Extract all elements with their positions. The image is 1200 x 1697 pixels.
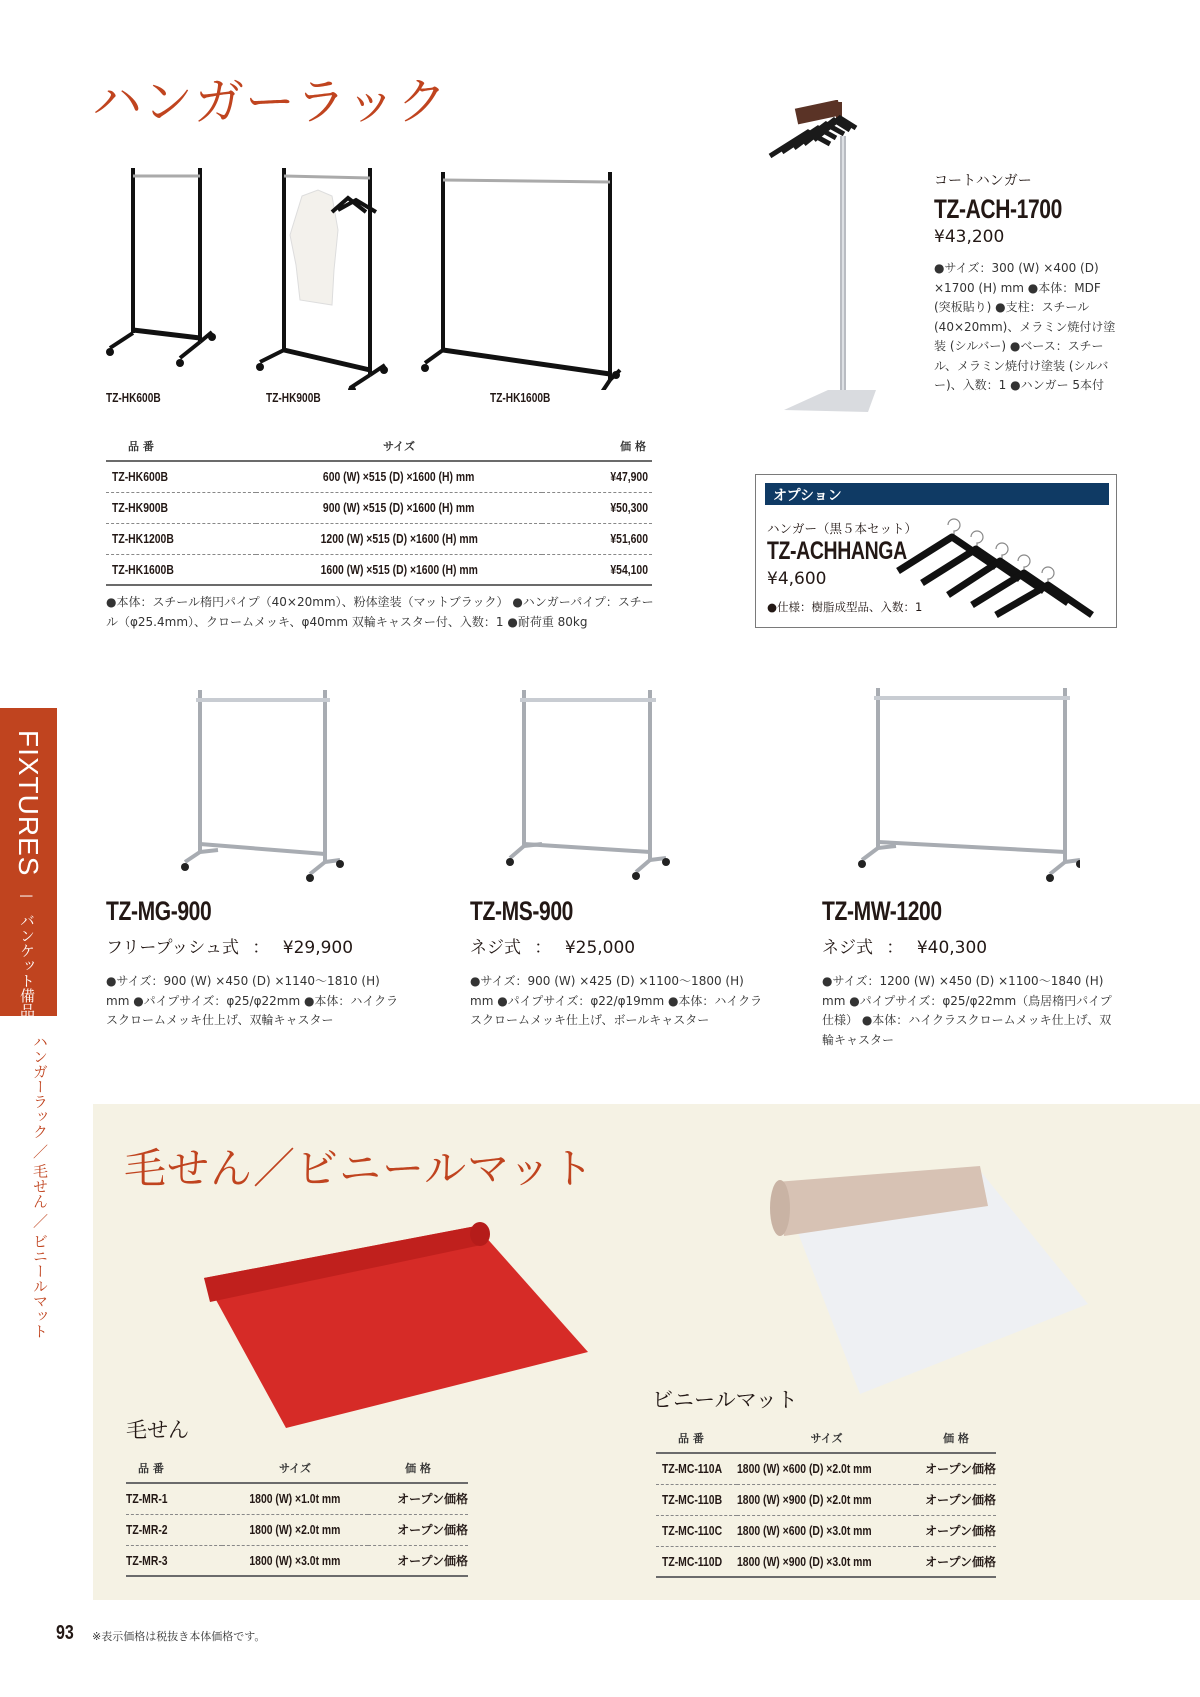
cell-price: オープン価格 [925, 1462, 996, 1477]
option-spec: ●仕様：樹脂成型品、入数：1 [767, 600, 923, 614]
cell-model: TZ-MR-3 [126, 1552, 168, 1568]
image-label-hk1600b: TZ-HK1600B [490, 390, 551, 405]
table-row [656, 1484, 996, 1515]
table-header-row [106, 434, 652, 461]
cell-price: ¥50,300 [610, 500, 648, 515]
cell-price: オープン価格 [397, 1523, 468, 1537]
product-model: TZ-MS-900 [470, 896, 573, 926]
image-label-hk900b: TZ-HK900B [266, 390, 321, 405]
col-header-model: 品 番 [126, 1456, 222, 1483]
coat-hanger-model: TZ-ACH-1700 [934, 194, 1062, 224]
product-type: ネジ式 [822, 938, 873, 958]
cell-model: TZ-HK1600B [112, 561, 174, 577]
rack-hk900b-image [256, 168, 388, 390]
col-header-price: 価 格 [542, 434, 652, 461]
product-description: ●サイズ：900 (W) ×425 (D) ×1100〜1800 (H) mm ●パイプサイズ：φ22/φ19mm ●本体：ハイクラスクロームメッキ仕上げ、ボールキャスター [470, 974, 763, 1027]
cell-size: 1200 (W) ×515 (D) ×1600 (H) mm [320, 531, 478, 546]
table-row [126, 1483, 468, 1514]
table-row [106, 492, 652, 523]
cell-price: オープン価格 [925, 1554, 996, 1569]
side-section-index: ハンガーラック ／ 毛せん ／ ビニールマット [31, 1034, 49, 1339]
cell-model: TZ-MC-110A [662, 1461, 723, 1477]
cell-model: TZ-HK1200B [112, 531, 174, 546]
carpet-title: 毛せん [126, 1418, 189, 1442]
col-header-size: サイズ [222, 1456, 368, 1483]
cell-model: TZ-HK600B [112, 469, 169, 485]
table-row [106, 523, 652, 554]
product-sep: ： [534, 938, 552, 958]
black-hangers-image [896, 511, 1106, 619]
cell-price: ¥54,100 [610, 561, 648, 577]
side-category-label: FIXTURES [13, 730, 44, 877]
rack-hk1600b-image [421, 172, 620, 390]
table-row [126, 1545, 468, 1576]
table-row [106, 461, 652, 492]
section-title-mats: 毛せん／ビニールマット [124, 1144, 595, 1193]
cell-size: 1800 (W) ×2.0t mm [249, 1522, 341, 1537]
section-title-hanger-rack: ハンガーラック [92, 73, 448, 131]
cell-size: 1800 (W) ×900 (D) ×2.0t mm [737, 1492, 872, 1507]
red-carpet-image [196, 1222, 596, 1432]
product-type: フリープッシュ式 [106, 938, 239, 958]
cell-price: オープン価格 [925, 1524, 996, 1538]
product-card-mg900 [106, 896, 446, 1031]
table-row [656, 1546, 996, 1577]
table-row [106, 554, 652, 585]
table-row [656, 1515, 996, 1546]
side-category-tab [0, 708, 57, 1016]
coat-hanger-price: ¥43,200 [934, 227, 1005, 247]
col-header-size: サイズ [737, 1426, 916, 1453]
cell-size: 1800 (W) ×900 (D) ×3.0t mm [737, 1553, 872, 1569]
cell-model: TZ-MC-110B [662, 1492, 723, 1507]
image-label-hk600b: TZ-HK600B [106, 390, 161, 405]
hanger-rack-note: ●本体：スチール楕円パイプ（40×20mm）、粉体塗装（マットブラック） ●ハンガーパイプ：スチール（φ25.4mm）、クロームメッキ、φ40mm 双輪キャスター付、入数：1 ●耐荷重 80kg [106, 595, 654, 629]
cell-model: TZ-HK900B [112, 500, 169, 515]
cell-model: TZ-MR-2 [126, 1522, 168, 1537]
carpet-spec-table [126, 1456, 468, 1577]
option-header: オプション [765, 483, 1109, 505]
coat-hanger-category: コートハンガー [934, 173, 1032, 189]
chrome-rack-images [180, 684, 1080, 884]
cell-size: 1800 (W) ×1.0t mm [249, 1491, 341, 1507]
product-sep: ： [886, 938, 904, 958]
rack-mw1200-image [862, 688, 1080, 874]
coat-hanger-description: ●サイズ：300 (W) ×400 (D) ×1700 (H) mm ●本体：MDF (突板貼り) ●支柱：スチール (40×20mm)、メラミン焼付け塗装 (シルバー) ●ベース：スチール、メラミン焼付け塗装 (シルバー)、入数：1 ●ハンガー 5本付 [934, 261, 1116, 392]
option-model: TZ-ACHHANGA [767, 537, 907, 565]
product-sep: ： [252, 938, 270, 958]
vinyl-mat-image [770, 1166, 1090, 1406]
cell-size: 1600 (W) ×515 (D) ×1600 (H) mm [320, 561, 478, 577]
coat-hanger-image [768, 100, 938, 430]
col-header-price: 価 格 [916, 1426, 996, 1453]
rack-hk600b-image [106, 168, 216, 367]
cell-size: 1800 (W) ×3.0t mm [249, 1552, 341, 1568]
side-separator: | [20, 894, 34, 899]
product-model: TZ-MG-900 [106, 896, 212, 926]
cell-price: オープン価格 [397, 1553, 468, 1568]
cell-size: 600 (W) ×515 (D) ×1600 (H) mm [323, 469, 475, 485]
product-card-mw1200 [822, 896, 1132, 1050]
cell-size: 1800 (W) ×600 (D) ×3.0t mm [737, 1523, 872, 1538]
rack-mg900-image [185, 690, 340, 874]
product-card-ms900 [470, 896, 790, 1031]
product-price: ¥40,300 [916, 938, 988, 958]
cell-price: ¥47,900 [610, 469, 648, 485]
product-description: ●サイズ：1200 (W) ×450 (D) ×1100〜1840 (H) mm ●パイプサイズ：φ25/φ22mm（鳥居楕円パイプ仕様） ●本体：ハイクラスクロームメッキ仕上げ、双輪キャスター [822, 974, 1112, 1047]
cell-price: オープン価格 [397, 1492, 468, 1507]
vinyl-spec-table [656, 1426, 996, 1578]
table-header-row [656, 1426, 996, 1453]
option-box [755, 474, 1117, 628]
col-header-model: 品 番 [106, 434, 256, 461]
col-header-size: サイズ [256, 434, 542, 461]
black-hanger-rack-images [100, 160, 660, 390]
cell-size: 900 (W) ×515 (D) ×1600 (H) mm [323, 500, 475, 515]
rack-ms900-image [510, 690, 666, 872]
side-subcategory-label: バンケット備品 [18, 913, 36, 1018]
cell-model: TZ-MC-110D [662, 1553, 723, 1569]
product-description: ●サイズ：900 (W) ×450 (D) ×1140〜1810 (H) mm ●パイプサイズ：φ25/φ22mm ●本体：ハイクラスクロームメッキ仕上げ、双輪キャスター [106, 974, 399, 1027]
table-row [126, 1514, 468, 1545]
cell-model: TZ-MC-110C [662, 1523, 723, 1538]
hanger-rack-spec-table [106, 434, 652, 586]
col-header-model: 品 番 [656, 1426, 737, 1453]
coat-hanger-info [934, 170, 1124, 396]
product-price: ¥29,900 [282, 938, 354, 958]
option-price: ¥4,600 [767, 569, 827, 589]
product-price: ¥25,000 [564, 938, 636, 958]
vinyl-title: ビニールマット [652, 1388, 798, 1412]
product-type: ネジ式 [470, 938, 521, 958]
col-header-price: 価 格 [368, 1456, 468, 1483]
page-number: 93 [56, 1622, 74, 1644]
cell-model: TZ-MR-1 [126, 1491, 168, 1507]
table-row [656, 1453, 996, 1484]
product-model: TZ-MW-1200 [822, 896, 942, 926]
cell-price: ¥51,600 [610, 531, 648, 546]
price-footnote: ※表示価格は税抜き本体価格です。 [92, 1630, 266, 1643]
option-name: ハンガー（黒５本セット） [767, 521, 918, 536]
cell-size: 1800 (W) ×600 (D) ×2.0t mm [737, 1461, 872, 1477]
table-header-row [126, 1456, 468, 1483]
cell-price: オープン価格 [925, 1493, 996, 1507]
